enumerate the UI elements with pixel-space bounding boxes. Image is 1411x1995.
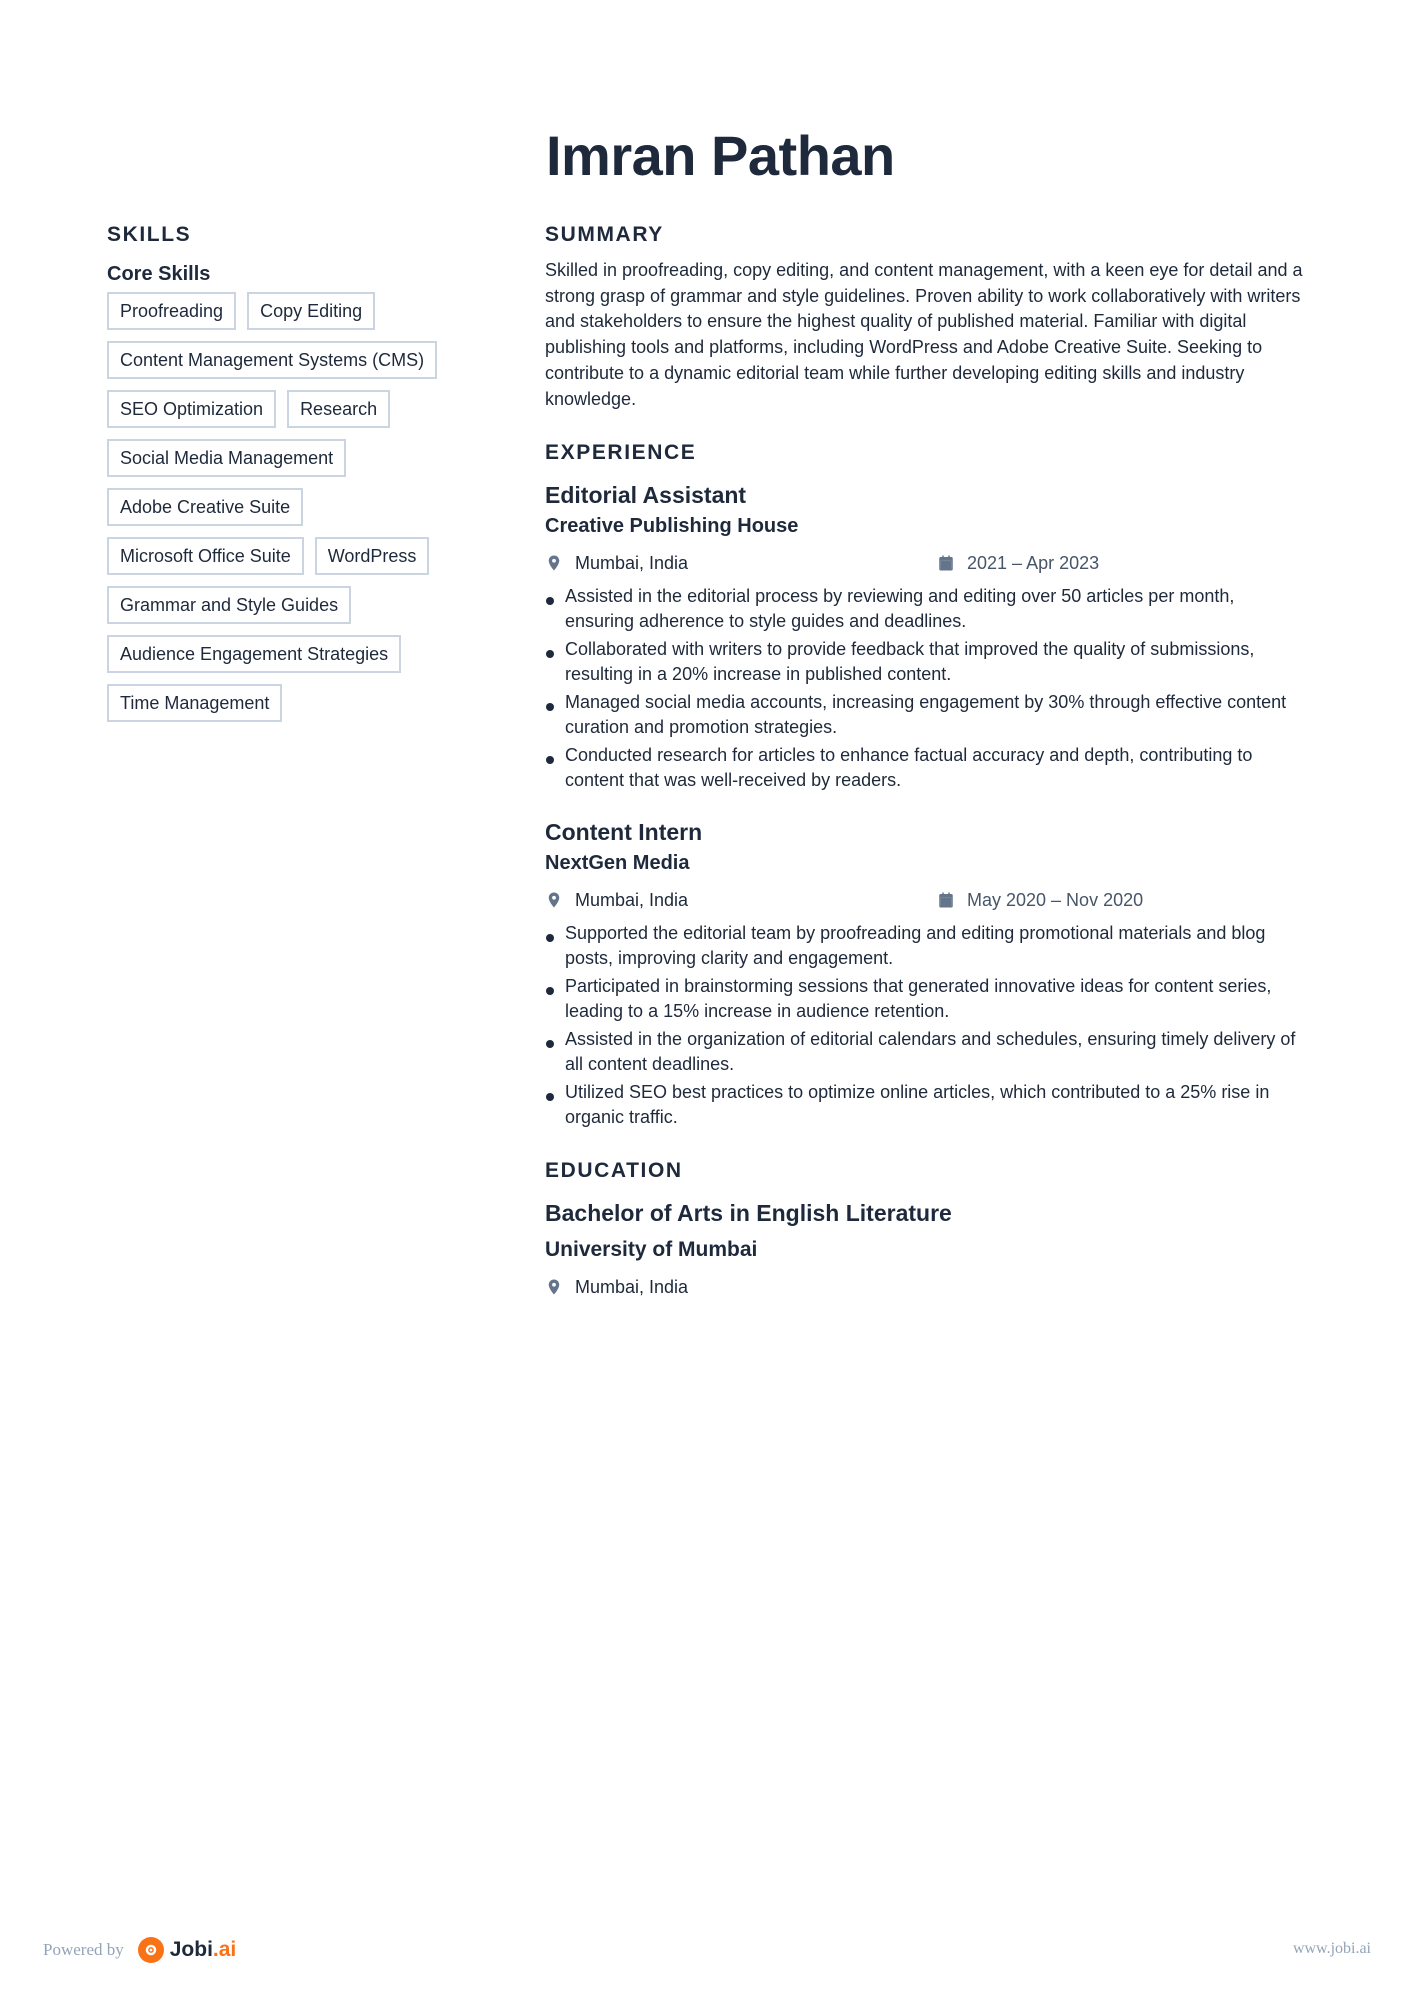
job-bullet: Collaborated with writers to provide feedback that improved the quality of submissions, resulting in a 20% increase in published content.	[545, 637, 1305, 687]
company-name: Creative Publishing House	[545, 515, 799, 538]
skill-tag: Social Media Management	[107, 439, 346, 477]
calendar-icon	[937, 554, 955, 572]
job-dates	[937, 890, 1143, 911]
job-location	[545, 553, 937, 574]
job-bullets	[545, 921, 1305, 1130]
brand-name-main: Jobi	[169, 1938, 213, 1961]
job-location-text: Mumbai, India	[575, 552, 689, 573]
skill-tag: Proofreading	[107, 292, 236, 330]
job-location	[545, 890, 937, 911]
powered-by-label: Powered by	[43, 1940, 124, 1959]
company-name: NextGen Media	[545, 852, 690, 875]
education-section	[545, 1158, 1305, 1300]
location-pin-icon	[545, 554, 563, 572]
skill-tag: Adobe Creative Suite	[107, 488, 303, 526]
job-entry	[545, 817, 1305, 1130]
job-meta	[545, 887, 1305, 913]
skill-tag: Copy Editing	[247, 292, 375, 330]
job-meta	[545, 550, 1305, 576]
jobi-logo-icon	[138, 1937, 164, 1963]
job-dates-text: May 2020 – Nov 2020	[967, 889, 1144, 910]
job-bullet: Supported the editorial team by proofreading and editing promotional materials and blog posts, improving clarity and engagement.	[545, 921, 1305, 971]
job-location-text: Mumbai, India	[575, 889, 689, 910]
degree-title: Bachelor of Arts in English Literature	[545, 1200, 952, 1227]
education-heading: EDUCATION	[545, 1159, 683, 1183]
summary-heading: SUMMARY	[545, 223, 664, 246]
skill-tag: WordPress	[315, 537, 430, 575]
skill-tags	[107, 292, 467, 722]
job-bullet: Conducted research for articles to enhance factual accuracy and depth, contributing to content that was well-received by readers.	[545, 743, 1305, 793]
experience-heading: EXPERIENCE	[545, 441, 697, 465]
location-pin-icon	[545, 1278, 563, 1296]
location-pin-icon	[545, 891, 563, 909]
summary-text: Skilled in proofreading, copy editing, and content management, with a keen eye for detail and a strong grasp of grammar and style guidelines. Proven ability to work collaboratively with writers and stakeholders to ensure the highest quality of published material. Familiar with digital publishing tools and platforms, including WordPress and Adobe Creative Suite. Seeking to contribute to a dynamic editorial team while further developing editing skills and industry knowledge.	[545, 260, 1303, 409]
right-column	[545, 222, 1305, 1300]
school-name: University of Mumbai	[545, 1238, 758, 1262]
education-location-text: Mumbai, India	[575, 1276, 689, 1297]
skill-group-title: Core Skills	[107, 263, 211, 285]
skills-heading: SKILLS	[107, 223, 192, 246]
brand-logo-link[interactable]	[138, 1937, 237, 1963]
skill-tag: Microsoft Office Suite	[107, 537, 304, 575]
job-dates	[937, 553, 1099, 574]
job-bullets	[545, 584, 1305, 793]
left-column	[107, 222, 467, 722]
website-link[interactable]: www.jobi.ai	[1292, 1940, 1371, 1957]
summary-section	[545, 222, 1305, 412]
skill-tag: Grammar and Style Guides	[107, 586, 351, 624]
skill-tag: Time Management	[107, 684, 282, 722]
job-dates-text: 2021 – Apr 2023	[967, 552, 1100, 573]
calendar-icon	[937, 891, 955, 909]
job-title: Content Intern	[545, 819, 703, 846]
candidate-name: Imran Pathan	[546, 124, 895, 187]
footer-powered-by	[43, 1937, 236, 1963]
brand-name-accent: .ai	[212, 1938, 237, 1961]
job-entry	[545, 480, 1305, 793]
job-bullet: Utilized SEO best practices to optimize online articles, which contributed to a 25% rise in organic traffic.	[545, 1080, 1305, 1130]
education-meta	[545, 1274, 1305, 1300]
skill-tag: Audience Engagement Strategies	[107, 635, 401, 673]
job-bullet: Participated in brainstorming sessions that generated innovative ideas for content series, leading to a 15% increase in audience retention.	[545, 974, 1305, 1024]
skill-tag: SEO Optimization	[107, 390, 276, 428]
job-title: Editorial Assistant	[545, 482, 747, 509]
skill-group	[107, 262, 467, 722]
skill-tag: Research	[287, 390, 390, 428]
skill-tag: Content Management Systems (CMS)	[107, 341, 437, 379]
experience-section	[545, 440, 1305, 1130]
job-bullet: Managed social media accounts, increasing engagement by 30% through effective content curation and promotion strategies.	[545, 690, 1305, 740]
education-location	[545, 1277, 937, 1298]
job-bullet: Assisted in the editorial process by reviewing and editing over 50 articles per month, ensuring adherence to style guides and deadlines.	[545, 584, 1305, 634]
brand-name	[170, 1938, 237, 1962]
job-bullet: Assisted in the organization of editorial calendars and schedules, ensuring timely delivery of all content deadlines.	[545, 1027, 1305, 1077]
